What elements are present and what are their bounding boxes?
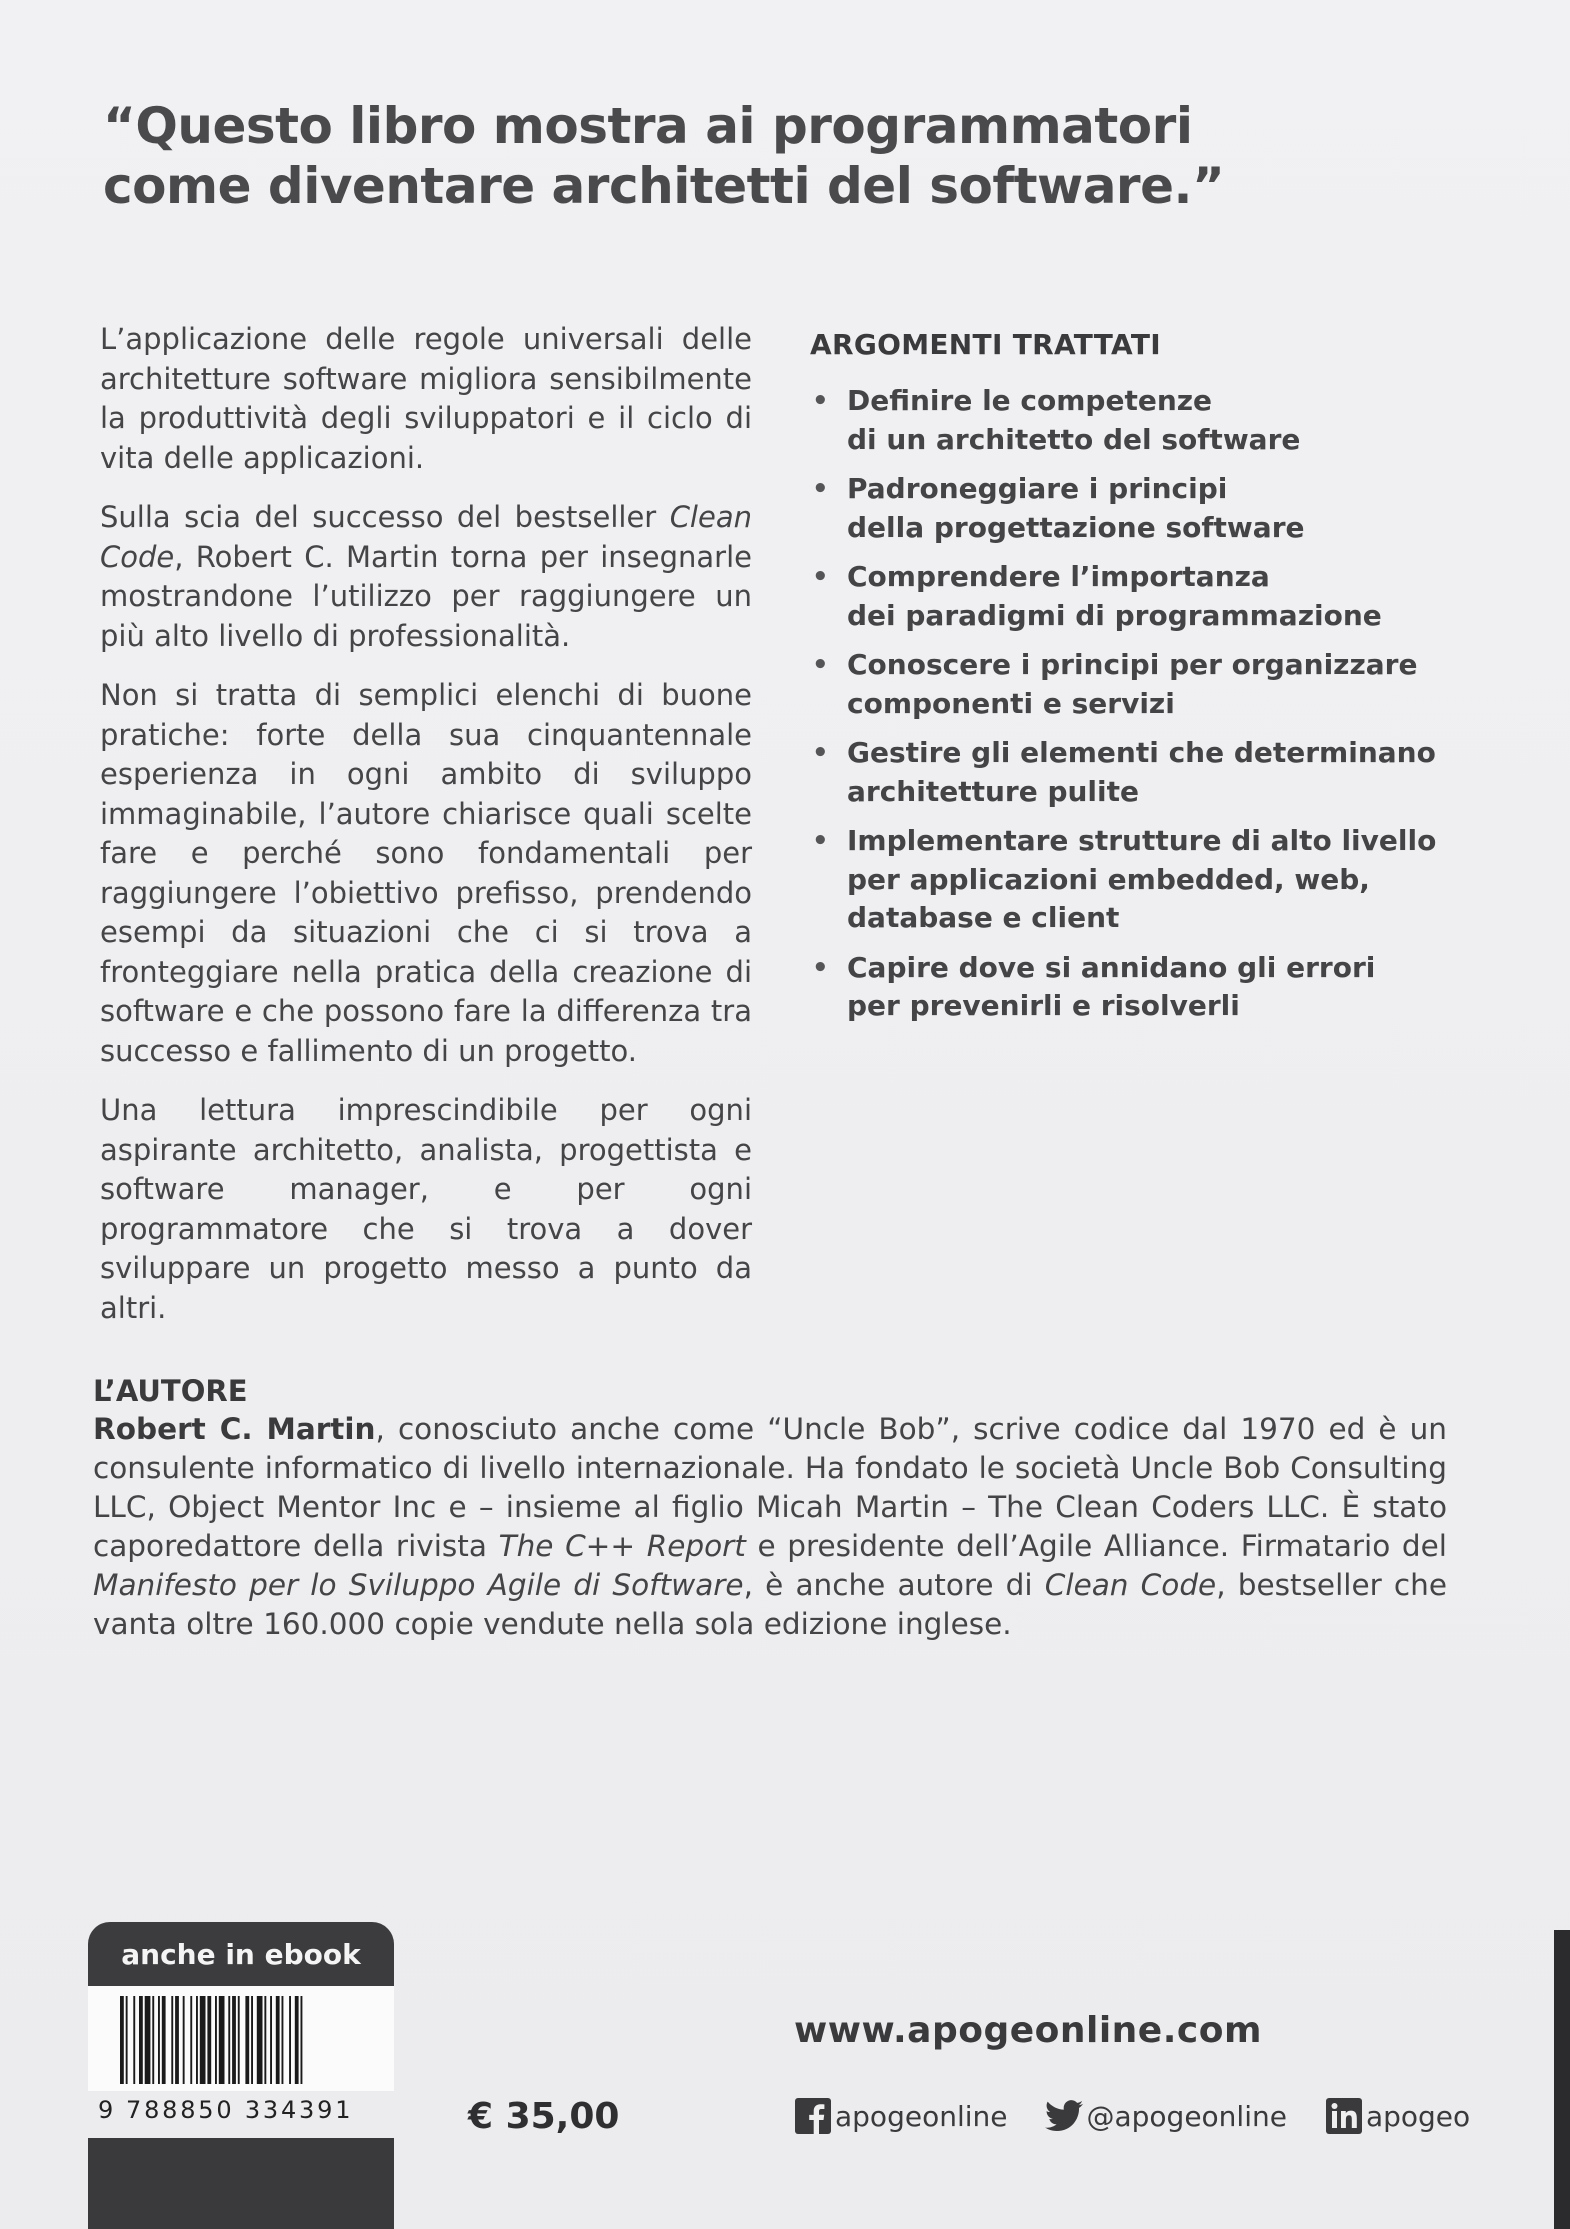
twitter-icon [1045,2097,1083,2135]
magazine-title: The C++ Report [498,1529,746,1563]
author-name: Robert C. Martin [93,1412,376,1446]
description-text: Sulla scia del successo del bestseller [100,500,670,534]
topic-item [810,470,1450,547]
cover-edge-strip [1554,1930,1570,2229]
facebook-handle: apogeonline [835,2099,1008,2133]
description-text: , Robert C. Martin torna per insegnarle mostrandone l’utilizzo per raggiungere un più alto livello di professionalità. [100,539,752,653]
topic-line: per applicazioni embedded, web, [847,862,1370,896]
topic-line: database e client [847,901,1120,934]
ebook-badge: anche in ebook [88,1922,394,1986]
topic-item [810,822,1450,938]
description-paragraph [100,498,752,656]
book-title-clean-code: Clean Code [100,500,752,574]
topic-item [810,949,1450,1026]
topic-line: della progettazione software [847,510,1305,544]
social-twitter[interactable] [1045,2097,1286,2135]
cover-dark-panel [88,2138,394,2229]
barcode-first-digit: 9 [98,2096,114,2124]
bullet-icon: • [812,562,829,592]
author-heading: L’AUTORE [93,1374,248,1408]
description-paragraph: L’applicazione delle regole universali delle architetture software migliora sensibilmente la produttività degli sviluppatori e il ciclo di vita delle applicazioni. [100,322,752,475]
author-bio-text: , conosciuto anche come “Uncle Bob”, scrive codice dal 1970 ed è un consulente informatico di livello internazionale. Ha fondato le società Uncle Bob Consulting LLC, Object Mentor Inc e – insieme al figlio Micah Martin – The Clean Coders LLC. È stato caporedattore della rivista [93,1412,1447,1563]
author-bio-text: e presidente dell’Agile Alliance. Firmatario del [745,1529,1447,1563]
price: € 35,00 [468,2096,620,2137]
topics-heading: ARGOMENTI TRATTATI [810,328,1161,361]
topic-line: Padroneggiare i principi [847,472,1228,505]
topics-column [810,328,1450,1037]
barcode [88,1986,394,2091]
topics-list [810,382,1450,1026]
website-link[interactable]: www.apogeonline.com [794,2010,1262,2051]
twitter-handle: @apogeonline [1086,2099,1287,2133]
author-bio-text: , bestseller che vanta oltre 160.000 copie vendute nella sola edizione inglese. [93,1568,1447,1641]
topic-item [810,734,1450,811]
linkedin-icon [1325,2097,1363,2135]
topic-line: per prevenirli e risolverli [847,989,1240,1022]
author-section [93,1372,1447,1644]
topic-line: Gestire gli elementi che determinano [847,736,1436,769]
topic-line: Comprendere l’importanza [847,560,1270,593]
pull-quote [103,96,1403,216]
topic-item [810,646,1450,723]
pull-quote-line-2: come diventare architetti del software.” [103,157,1225,215]
bullet-icon: • [812,386,829,416]
topic-item [810,382,1450,459]
manifesto-title: Manifesto per lo Sviluppo Agile di Software [93,1568,744,1602]
social-facebook[interactable] [794,2097,1007,2135]
pull-quote-line-1: “Questo libro mostra ai programmatori [103,97,1193,155]
barcode-bars [120,1996,360,2084]
author-bio-text: , è anche autore di [743,1568,1045,1602]
topic-line: Capire dove si annidano gli errori [847,950,1376,984]
topic-line: architetture pulite [847,774,1140,808]
topic-line: dei paradigmi di programmazione [847,598,1382,632]
topic-line: Implementare strutture di alto livello [847,824,1437,857]
social-links [794,2095,1508,2137]
topic-line: Definire le competenze [847,384,1213,417]
barcode-digits: 788850 334391 [126,2096,354,2124]
book-title-clean-code: Clean Code [1044,1568,1217,1602]
social-linkedin[interactable] [1325,2097,1470,2135]
topic-item [810,558,1450,635]
bullet-icon: • [812,650,829,680]
topic-line: componenti e servizi [847,686,1175,720]
topic-line: di un architetto del software [847,422,1301,456]
bullet-icon: • [812,952,829,983]
bullet-icon: • [812,474,829,504]
description-paragraph: Una lettura imprescindibile per ogni aspirante architetto, analista, progettista e software manager, e per ogni programmatore che si trova a dover sviluppare un progetto messo a punto da altri. [100,1093,752,1325]
description-column [100,320,752,1348]
topic-line: Conoscere i principi per organizzare [847,648,1418,681]
bullet-icon: • [812,738,829,768]
facebook-icon [794,2097,832,2135]
linkedin-handle: apogeo [1365,2099,1471,2133]
author-bio [93,1410,1447,1644]
description-paragraph: Non si tratta di semplici elenchi di buone pratiche: forte della sua cinquantennale esperienza in ogni ambito di sviluppo immaginabile, l’autore chiarisce quali scelte fare e perché sono fondamentali per raggiungere l’obiettivo prefisso, prendendo esempi da situazioni che ci si trova a fronteggiare nella pratica della creazione di software e che possono fare la differenza tra successo e fallimento di un progetto. [100,678,752,1068]
bullet-icon: • [812,826,829,856]
